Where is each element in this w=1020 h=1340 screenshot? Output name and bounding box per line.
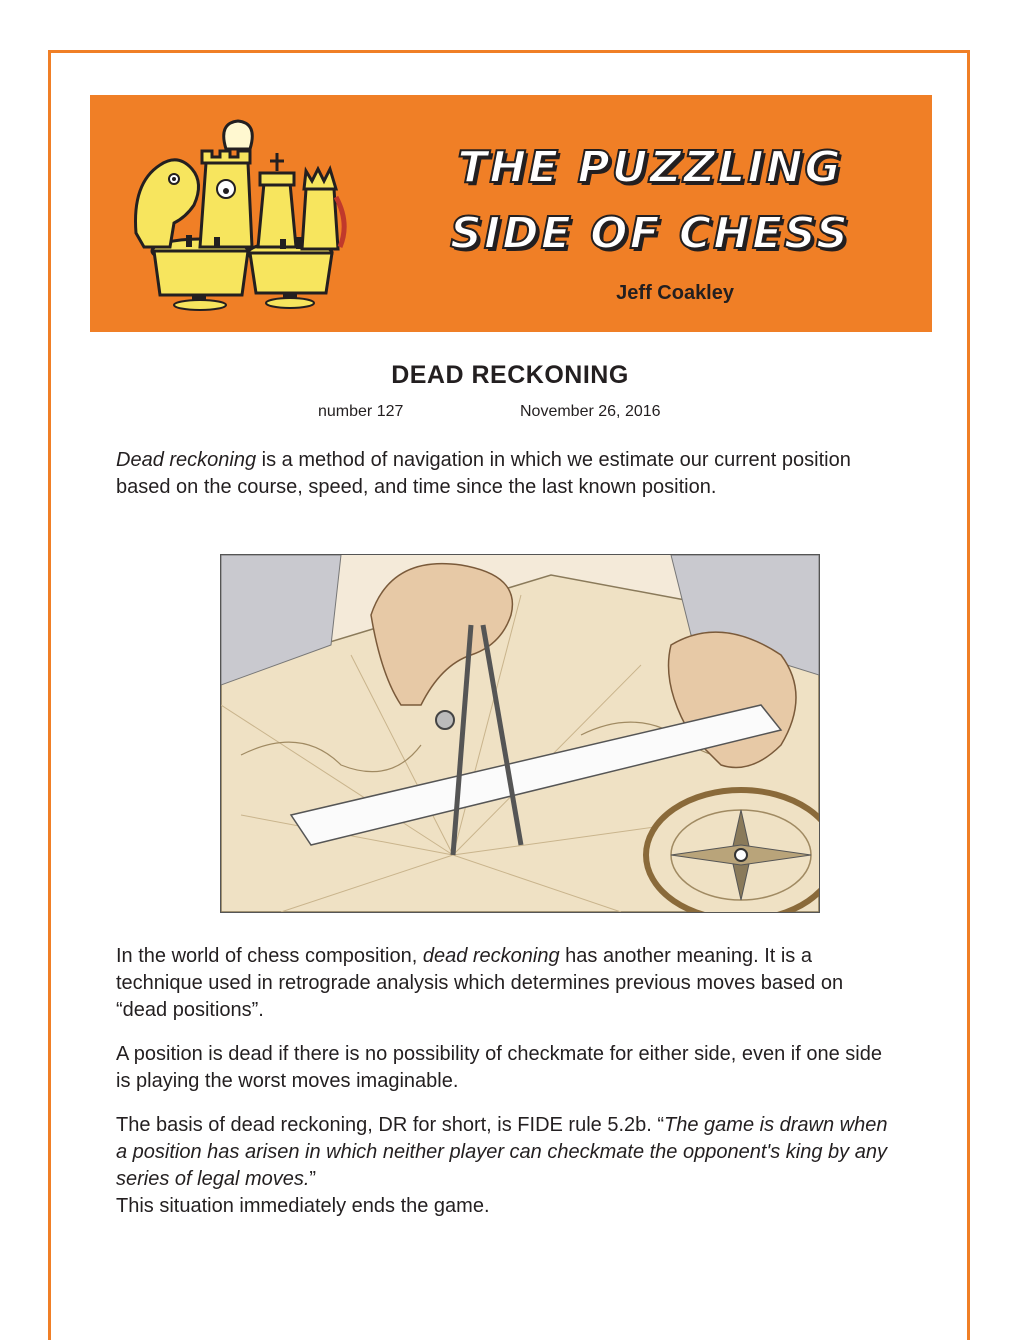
p2-text-start: In the world of chess composition, bbox=[116, 945, 423, 967]
intro-text: is a method of navigation in which we estimate our current position based on the course, speed, and time since the last known position. bbox=[116, 449, 851, 498]
article-title: DEAD RECKONING bbox=[391, 361, 629, 389]
p2-text-rest: has another meaning. It is a technique used in retrograde analysis which determines previous moves based on “dead positions”. bbox=[116, 945, 844, 1021]
navigation-illustration bbox=[220, 554, 820, 913]
p4-text-start: The basis of dead reckoning, DR for short, is FIDE rule 5.2b. “ bbox=[116, 1114, 665, 1136]
article-number: number 127 bbox=[318, 403, 404, 420]
article-date: November 26, 2016 bbox=[520, 403, 661, 420]
intro-emphasis: Dead reckoning bbox=[116, 449, 257, 471]
p4-text-end: This situation immediately ends the game. bbox=[116, 1195, 490, 1217]
chess-meaning-paragraph bbox=[116, 943, 896, 1024]
banner-title-line2: SIDE OF CHESS bbox=[450, 208, 850, 259]
p2-emphasis: dead reckoning bbox=[422, 945, 560, 967]
chess-cartoon-illustration bbox=[130, 113, 350, 313]
banner-title-line1: THE PUZZLING bbox=[457, 142, 843, 193]
p4-quote-close: ” bbox=[309, 1168, 317, 1190]
intro-paragraph bbox=[116, 447, 896, 501]
fide-rule-paragraph bbox=[116, 1112, 896, 1220]
banner-title bbox=[410, 135, 890, 267]
header-banner bbox=[90, 95, 932, 332]
fide-rule-quote: The game is drawn when a position has arisen in which neither player can checkmate the opponent's king by any series of legal moves. bbox=[116, 1114, 888, 1190]
compass-and-map-drawing bbox=[221, 555, 819, 912]
author-name: Jeff Coakley bbox=[616, 282, 734, 304]
dead-position-paragraph: A position is dead if there is no possibility of checkmate for either side, even if one side is playing the worst moves imaginable. bbox=[116, 1043, 882, 1092]
